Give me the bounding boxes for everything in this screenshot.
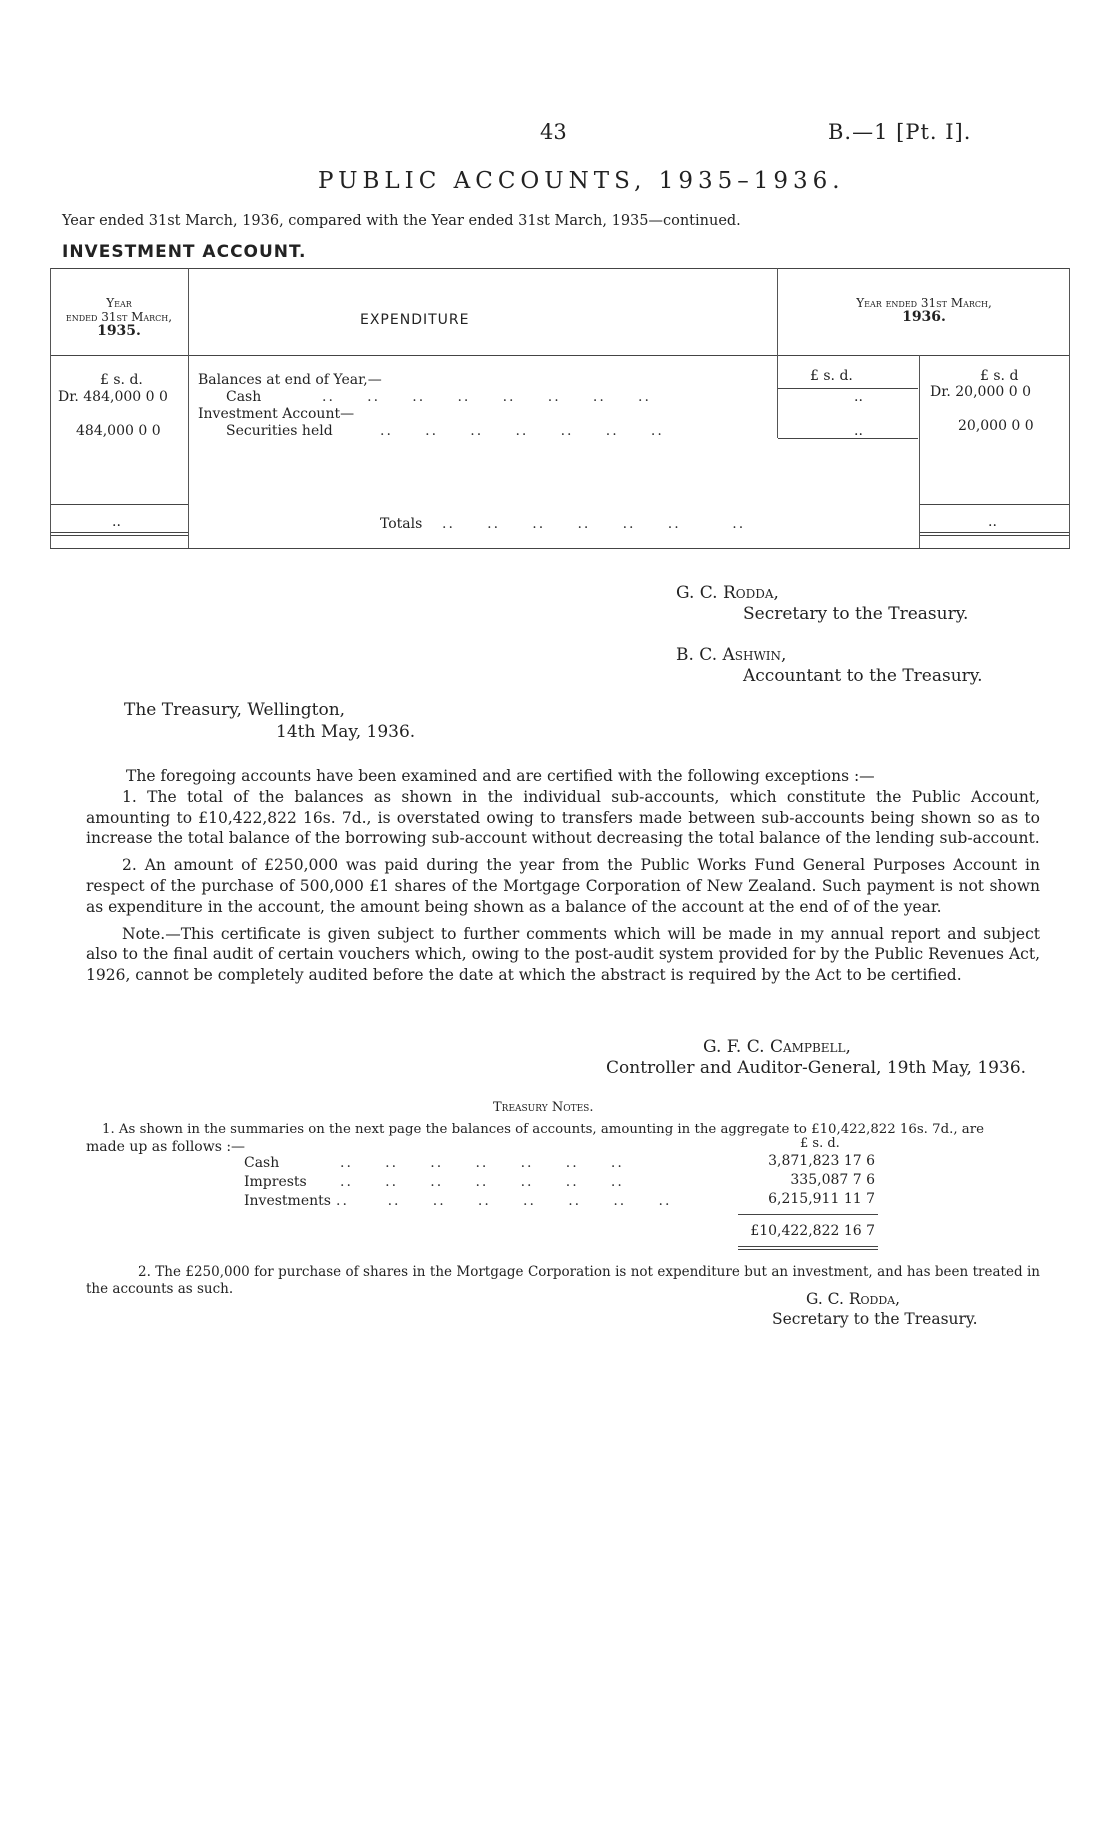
ashwin-signature-title: Accountant to the Treasury. bbox=[743, 666, 983, 686]
summary-total-double-rule-b bbox=[738, 1249, 878, 1250]
summary-total-amount: £10,422,822 16 7 bbox=[750, 1223, 875, 1239]
totals-1935-rule bbox=[50, 504, 188, 505]
summary-investments-label: Investments bbox=[244, 1193, 331, 1209]
treasury-note-1-line2: made up as follows :— bbox=[86, 1139, 246, 1155]
securities-label: Securities held bbox=[226, 423, 333, 439]
totals-1936-double-rule-a bbox=[920, 532, 1070, 533]
cash-1936-b: Dr. 20,000 0 0 bbox=[930, 384, 1031, 400]
cash-1936-a: .. bbox=[854, 389, 863, 405]
treasury-date: 14th May, 1936. bbox=[276, 722, 416, 742]
col-header-1936 bbox=[778, 296, 1070, 324]
page-subtitle: Year ended 31st March, 1936, compared with the Year ended 31st March, 1935—continued. bbox=[62, 213, 741, 229]
summary-imprests-dots: .. .. .. .. .. .. .. bbox=[340, 1174, 624, 1190]
audit-note: Note.—This certificate is given subject to further comments which will be made in my annual report and subject also to the final audit of certain vouchers which, owing to the post-audit system provided for by the Public Revenues Act, 1926, cannot be completely audited before the date at which the abstract is required by the Act to be certified. bbox=[86, 924, 1040, 985]
auditor-signature-name: G. F. C. Campbell, bbox=[703, 1037, 851, 1057]
totals-1935-value: .. bbox=[112, 514, 121, 530]
section-title: INVESTMENT ACCOUNT. bbox=[62, 242, 307, 262]
securities-1936-b: 20,000 0 0 bbox=[958, 418, 1034, 434]
summary-investments-dots: .. .. .. .. .. .. .. .. bbox=[336, 1193, 672, 1209]
totals-1936-rule bbox=[920, 504, 1070, 505]
currency-heading-1936-b: £ s. d bbox=[980, 368, 1019, 384]
cash-label: Cash bbox=[226, 389, 262, 405]
col-header-1935-line1: Year bbox=[106, 296, 132, 310]
treasury-notes-heading: Treasury Notes. bbox=[493, 1100, 594, 1115]
page-number: 43 bbox=[540, 120, 567, 144]
totals-leader-dots: .. .. .. .. .. .. .. bbox=[442, 516, 746, 532]
col-divider-1935 bbox=[188, 268, 189, 548]
audit-exception-1: 1. The total of the balances as shown in the individual sub-accounts, which constitute the Public Account, amounting to £10,422,822 16s. 7d., is overstated owing to transfers made between sub-accounts being shown so as to increase the total balance of the borrowing sub-account without decreasing the total balance of the lending sub-account. bbox=[86, 787, 1040, 848]
audit-intro: The foregoing accounts have been examined and are certified with the following exceptions :— bbox=[126, 767, 875, 785]
summary-imprests-amount: 335,087 7 6 bbox=[790, 1172, 875, 1188]
summary-cash-dots: .. .. .. .. .. .. .. bbox=[340, 1155, 624, 1171]
col-header-1935 bbox=[50, 296, 188, 338]
securities-1935-value: 484,000 0 0 bbox=[76, 423, 161, 439]
rodda-signature-name: G. C. Rodda, bbox=[676, 583, 779, 603]
col-header-1935-year: 1935. bbox=[97, 323, 141, 339]
treasury-place: The Treasury, Wellington, bbox=[124, 700, 346, 720]
audit-certificate bbox=[86, 766, 1040, 986]
cash-1936-underline bbox=[778, 388, 918, 389]
treasury-note-1-line1: 1. As shown in the summaries on the next page the balances of accounts, amounting in the aggregate to £10,422,822 16s. 7d., are bbox=[102, 1122, 984, 1137]
ashwin-signature-name: B. C. Ashwin, bbox=[676, 645, 787, 665]
securities-1936-a: .. bbox=[854, 423, 863, 439]
summary-investments-amount: 6,215,911 11 7 bbox=[768, 1191, 875, 1207]
document-reference: B.—1 [Pt. I]. bbox=[828, 120, 972, 144]
totals-1935-double-rule-a bbox=[50, 532, 188, 533]
col-header-1936-year: 1936. bbox=[902, 309, 946, 325]
summary-total-double-rule-a bbox=[738, 1246, 878, 1247]
header-bottom-rule bbox=[50, 355, 1070, 356]
summary-cash-amount: 3,871,823 17 6 bbox=[768, 1153, 875, 1169]
currency-heading-1936-a: £ s. d. bbox=[810, 368, 853, 384]
totals-1935-double-rule-b bbox=[50, 535, 188, 536]
securities-leader-dots: .. .. .. .. .. .. .. bbox=[380, 423, 664, 439]
summary-total-rule bbox=[738, 1214, 878, 1215]
col-header-1935-line2: ended 31st March, bbox=[65, 310, 173, 324]
totals-1936-value: .. bbox=[988, 514, 997, 530]
rodda-signature-title: Secretary to the Treasury. bbox=[743, 604, 969, 624]
table-top-rule bbox=[50, 268, 1070, 269]
treasury-note-2: 2. The £250,000 for purchase of shares in the Mortgage Corporation is not expenditure but an investment, and has been treated in the accounts as such. bbox=[86, 1264, 1040, 1297]
treasury-note-signature-title: Secretary to the Treasury. bbox=[772, 1310, 978, 1328]
cash-leader-dots: .. .. .. .. .. .. .. .. bbox=[322, 389, 651, 405]
col-divider-1936 bbox=[919, 355, 920, 548]
page-title: PUBLIC ACCOUNTS, 1935–1936. bbox=[318, 168, 845, 194]
investment-account-table bbox=[50, 268, 1070, 553]
treasury-note-signature-name: G. C. Rodda, bbox=[806, 1290, 901, 1308]
audit-exception-2: 2. An amount of £250,000 was paid during the year from the Public Works Fund General Purposes Account in respect of the purchase of 500,000 £1 shares of the Mortgage Corporation of New Zealand. Such payment is not shown as expenditure in the account, the amount being shown as a balance of the account at the end of of the year. bbox=[86, 856, 1040, 916]
summary-imprests-label: Imprests bbox=[244, 1174, 307, 1190]
col-divider-expenditure bbox=[777, 268, 778, 438]
auditor-signature-title: Controller and Auditor-General, 19th May, 1936. bbox=[606, 1058, 1027, 1078]
balances-label: Balances at end of Year,— bbox=[198, 372, 382, 388]
investment-account-label: Investment Account— bbox=[198, 406, 355, 422]
totals-label: Totals bbox=[380, 516, 423, 532]
table-bottom-rule bbox=[50, 548, 1070, 549]
treasury-notes-currency: £ s. d. bbox=[800, 1136, 840, 1151]
col-header-expenditure: EXPENDITURE bbox=[360, 312, 470, 328]
cash-1935-value: Dr. 484,000 0 0 bbox=[58, 389, 168, 405]
totals-1936-double-rule-b bbox=[920, 535, 1070, 536]
col-header-1936-line1: Year ended 31st March, bbox=[856, 296, 992, 310]
currency-heading-1935: £ s. d. bbox=[100, 372, 143, 388]
securities-1936-underline bbox=[778, 438, 918, 439]
summary-cash-label: Cash bbox=[244, 1155, 280, 1171]
